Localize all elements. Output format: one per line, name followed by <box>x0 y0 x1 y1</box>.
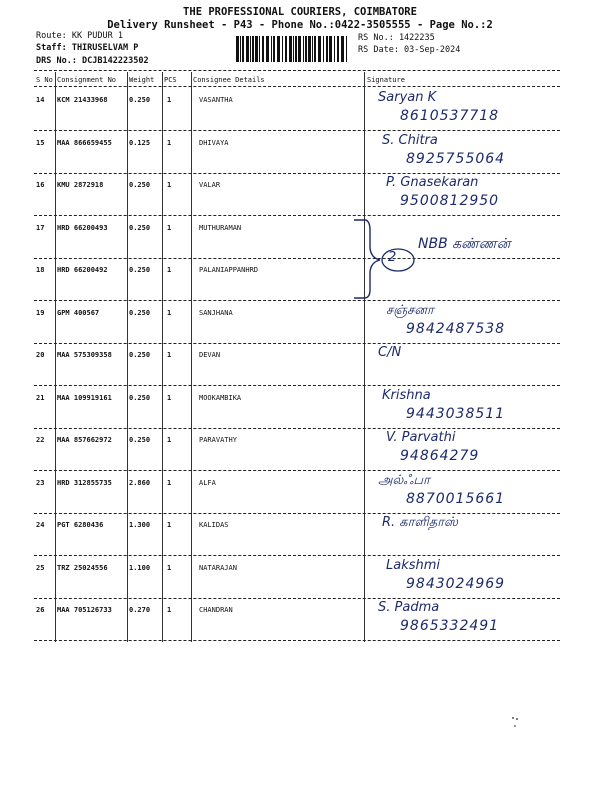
weight-value: 0.250 <box>129 181 151 189</box>
barcode-bar <box>298 36 301 62</box>
rs-date: RS Date: 03-Sep-2024 <box>358 45 461 55</box>
barcode-bar <box>255 36 258 62</box>
barcode-bar <box>242 36 244 62</box>
consignee-name: ALFA <box>199 478 216 487</box>
barcode-bar <box>282 36 283 62</box>
consignee-name: CHANDRAN <box>199 606 233 614</box>
consignment-number: PGT 6280436 <box>57 521 104 529</box>
route-label: Route: KK PUDUR 1 <box>36 31 123 41</box>
column-header: Weight <box>129 76 155 84</box>
staff-label: Staff: THIRUSELVAM P <box>36 43 139 53</box>
signature-name: R. காளிதாஸ் <box>382 515 459 530</box>
column-header-divider <box>34 86 560 87</box>
weight-value: 2.860 <box>129 478 151 487</box>
consignment-number: MAA 109919161 <box>57 393 112 402</box>
row-divider <box>34 130 560 131</box>
pieces-count: 1 <box>167 308 172 317</box>
serial-number: 19 <box>36 308 45 317</box>
signature-phone: 9865332491 <box>400 618 500 634</box>
consignee-name: MOOKAMBIKA <box>199 393 242 402</box>
barcode-bar <box>295 36 297 62</box>
barcode-bar <box>240 36 241 62</box>
barcode-bar <box>285 36 287 62</box>
consignment-number: GPM 400567 <box>57 308 100 317</box>
company-title: THE PROFESSIONAL COURIERS, COIMBATORE <box>183 6 417 18</box>
consignment-number: HRD 66200493 <box>57 223 108 232</box>
barcode-bar <box>293 36 294 62</box>
row-divider <box>34 385 560 386</box>
signature-name: Lakshmi <box>386 557 441 573</box>
weight-value: 0.250 <box>129 351 151 359</box>
barcode-bar <box>246 36 249 62</box>
column-header: PCS <box>164 76 177 84</box>
column-rule <box>55 72 56 642</box>
weight-value: 0.250 <box>129 266 151 274</box>
pieces-count: 1 <box>167 563 172 572</box>
column-rule <box>127 72 128 642</box>
signature-phone: 9842487538 <box>406 320 506 337</box>
rs-number: RS No.: 1422235 <box>358 33 435 43</box>
row-divider <box>34 470 560 471</box>
weight-value: 0.270 <box>129 606 151 614</box>
consignee-name: VASANTHA <box>199 96 233 104</box>
consignee-name: KALIDAS <box>199 521 229 529</box>
consignment-number: MAA 575309358 <box>57 351 112 359</box>
barcode-bar <box>259 36 260 62</box>
pieces-count: 1 <box>167 351 172 359</box>
weight-value: 0.125 <box>129 138 151 147</box>
pieces-count: 1 <box>167 96 172 104</box>
barcode-bar <box>314 36 316 62</box>
consignee-name: NATARAJAN <box>199 563 237 572</box>
consignee-name: SANJHANA <box>199 308 233 317</box>
serial-number: 22 <box>36 436 45 444</box>
signature-name: Saryan K <box>378 90 437 105</box>
barcode-icon <box>236 36 348 62</box>
consignment-number: HRD 66200492 <box>57 266 108 274</box>
serial-number: 21 <box>36 393 45 402</box>
barcode-bar <box>273 36 275 62</box>
barcode-bar <box>341 36 344 62</box>
barcode-bar <box>312 36 313 62</box>
row-divider <box>34 215 560 216</box>
row-divider <box>34 173 560 174</box>
signature-phone: 9500812950 <box>400 193 500 209</box>
consignee-name: PARAVATHY <box>199 436 237 444</box>
consignee-name: DHIVAYA <box>199 138 229 147</box>
serial-number: 23 <box>36 478 45 487</box>
runsheet-title: Delivery Runsheet - P43 - Phone No.:0422-3505555 - Page No.:2 <box>107 19 493 31</box>
weight-value: 0.250 <box>129 393 151 402</box>
column-rule <box>162 72 163 642</box>
signature-phone: 8870015661 <box>406 490 506 507</box>
signature-phone: 9443038511 <box>406 405 506 422</box>
column-header: Signature <box>367 76 405 84</box>
consignee-name: DEVAN <box>199 351 221 359</box>
consignment-number: MAA 866659455 <box>57 138 112 147</box>
barcode-bar <box>337 36 339 62</box>
consignment-number: HRD 312855735 <box>57 478 112 487</box>
consignee-name: VALAR <box>199 181 221 189</box>
barcode-bar <box>289 36 292 62</box>
column-header: S No <box>36 76 53 84</box>
barcode-bar <box>262 36 264 62</box>
shared-signature-bracket <box>352 218 502 300</box>
row-divider <box>34 598 560 599</box>
barcode-bar <box>250 36 251 62</box>
weight-value: 0.250 <box>129 308 151 317</box>
signature-phone: 9843024969 <box>406 575 506 592</box>
barcode-bar <box>334 36 335 62</box>
signature-name: V. Parvathi <box>386 430 456 445</box>
signature-name: Krishna <box>382 387 431 403</box>
signature-phone: 8925755064 <box>406 150 506 167</box>
barcode-bar <box>329 36 332 62</box>
barcode-bar <box>266 36 269 62</box>
barcode-bar <box>346 36 347 62</box>
shared-signature-name: NBB கண்ணன் <box>418 236 511 252</box>
pieces-count: 1 <box>167 393 172 402</box>
pieces-count: 1 <box>167 436 172 444</box>
signature-name: அல்ஃபா <box>378 472 430 488</box>
signature-name: சஞ்சனா <box>386 302 434 318</box>
barcode-bar <box>326 36 328 62</box>
column-header: Consignee Details <box>193 76 265 84</box>
signature-name: S. Chitra <box>382 132 438 148</box>
serial-number: 14 <box>36 96 45 104</box>
barcode-bar <box>303 36 304 62</box>
column-header: Consignment No <box>57 76 117 84</box>
weight-value: 0.250 <box>129 223 151 232</box>
serial-number: 16 <box>36 181 45 189</box>
shared-signature-count: 2 <box>388 250 397 265</box>
barcode-bar <box>271 36 272 62</box>
serial-number: 15 <box>36 138 45 147</box>
drs-number: DRS No.: DCJB142223502 <box>36 56 149 66</box>
barcode-bar <box>323 36 324 62</box>
serial-number: 18 <box>36 266 45 274</box>
weight-value: 0.250 <box>129 436 151 444</box>
serial-number: 24 <box>36 521 45 529</box>
signature-name: P. Gnasekaran <box>386 175 479 190</box>
consignment-number: TRZ 25024556 <box>57 563 108 572</box>
consignment-number: KCM 21433968 <box>57 96 108 104</box>
row-divider <box>34 640 560 641</box>
pieces-count: 1 <box>167 266 172 274</box>
barcode-bar <box>277 36 280 62</box>
weight-value: 1.300 <box>129 521 151 529</box>
weight-value: 0.250 <box>129 96 151 104</box>
signature-phone: 8610537718 <box>400 108 500 124</box>
barcode-bar <box>305 36 307 62</box>
signature-name: S. Padma <box>378 600 440 615</box>
consignment-number: MAA 857662972 <box>57 436 112 444</box>
pieces-count: 1 <box>167 181 172 189</box>
consignee-name: MUTHURAMAN <box>199 223 242 232</box>
pieces-count: 1 <box>167 138 172 147</box>
serial-number: 25 <box>36 563 45 572</box>
consignment-number: KMU 2872918 <box>57 181 104 189</box>
signature-phone: 94864279 <box>400 448 480 464</box>
row-divider <box>34 343 560 344</box>
serial-number: 17 <box>36 223 45 232</box>
barcode-bar <box>252 36 254 62</box>
row-divider <box>34 300 560 301</box>
signature-name: C/N <box>378 345 402 360</box>
row-divider <box>34 428 560 429</box>
consignee-name: PALANIAPPANHRD <box>199 266 259 274</box>
serial-number: 20 <box>36 351 45 359</box>
serial-number: 26 <box>36 606 45 614</box>
pieces-count: 1 <box>167 478 172 487</box>
row-divider <box>34 513 560 514</box>
signature <box>364 600 560 656</box>
pieces-count: 1 <box>167 521 172 529</box>
pieces-count: 1 <box>167 223 172 232</box>
consignment-number: MAA 705126733 <box>57 606 112 614</box>
column-rule <box>191 72 192 642</box>
row-divider <box>34 555 560 556</box>
header-divider <box>34 70 560 71</box>
pieces-count: 1 <box>167 606 172 614</box>
weight-value: 1.100 <box>129 563 151 572</box>
stray-mark-icon <box>505 712 525 732</box>
barcode-bar <box>308 36 311 62</box>
barcode-bar <box>318 36 321 62</box>
barcode-bar <box>236 36 239 62</box>
